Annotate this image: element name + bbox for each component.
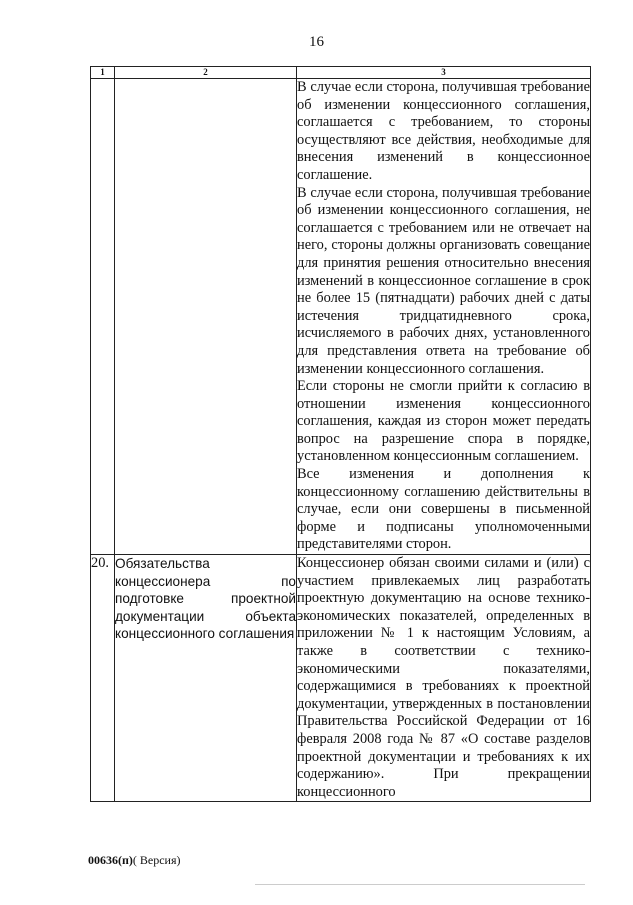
row-name: Обязательства концессионера по подготовке проектной документации объекта концессионного соглашения [115,555,297,802]
document-version: ( Версия) [132,853,181,867]
paragraph: Концессионер обязан своими силами и (или) с участием привлекаемых лиц разработать проектную документацию на основе технико-экономических показателей, определенных в приложении № 1 к настоящим Условиям, а также в соответствии с технико-экономическими показателями, содержащимися в требованиях к проектной документации, утвержденных в постановлении Правительства Российской Федерации от 16 февраля 2008 года № 87 «О составе разделов проектной документации и требованиях к их содержанию». При прекращении концессионного [297,555,590,800]
table-row [91,555,591,802]
column-header-3: 3 [297,67,591,79]
column-header-2: 2 [115,67,297,79]
page-number: 16 [309,34,324,50]
row-number [91,79,115,555]
row-number: 20. [91,555,115,802]
row-content [297,79,591,555]
row-content [297,555,591,802]
row-name [115,79,297,555]
table-header-row [91,67,591,79]
document-table [90,66,591,802]
document-code [88,853,181,868]
paragraph: В случае если сторона, получившая требование об изменении концессионного соглашения, не соглашается с требованием или не отвечает на него, стороны должны организовать совещание для принятия решения относительно внесения изменений в концессионное соглашение в срок не более 15 (пятнадцати) рабочих дней с даты истечения тридцатидневного срока, исчисляемого в рабочих днях, установленного для представления ответа на требование об изменении концессионного соглашения. [297,184,590,377]
scan-artifact [255,884,585,885]
paragraph: В случае если сторона, получившая требование об изменении концессионного соглашения, соглашается с требованием, то стороны осуществляют все действия, необходимые для внесения изменений в концессионное соглашение. [297,79,590,183]
paragraph: Все изменения и дополнения к концессионному соглашению действительны в случае, если они совершены в письменной форме и подписаны уполномоченными представителями сторон. [297,466,590,553]
table-row [91,79,591,555]
column-header-1: 1 [91,67,115,79]
paragraph: Если стороны не смогли прийти к согласию в отношении изменения концессионного соглашения, каждая из сторон может передать вопрос на разрешение спора в порядке, установленном концессионным соглашением. [297,378,590,465]
document-number: 00636(п) [88,853,133,867]
